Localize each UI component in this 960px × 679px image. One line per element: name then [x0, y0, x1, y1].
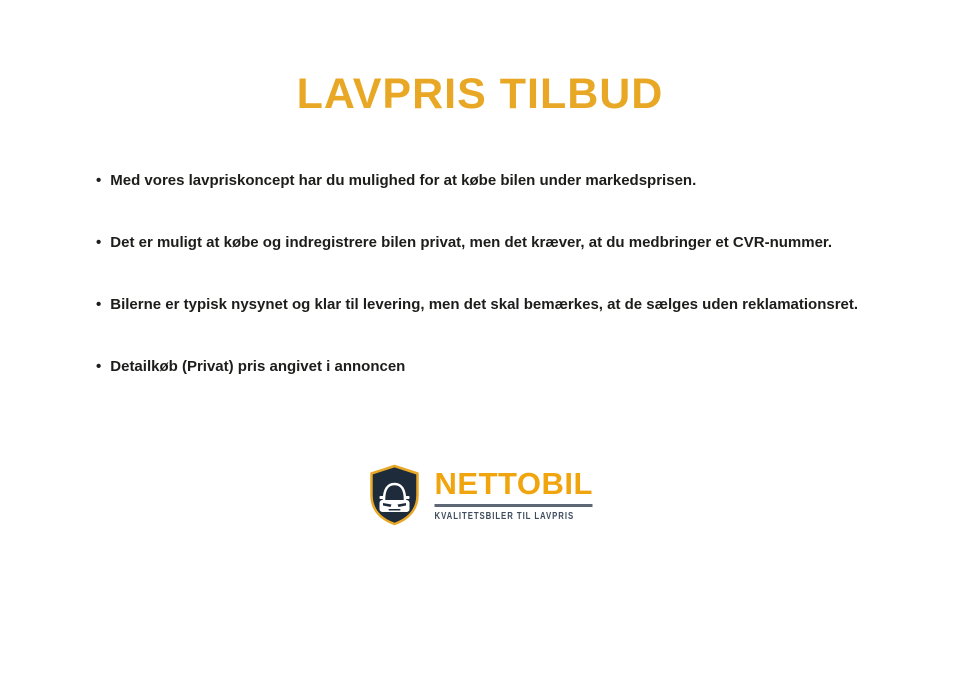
bullet-marker: • [96, 234, 102, 251]
list-item [96, 356, 930, 377]
bullet-text: Det er muligt at købe og indregistrere bilen privat, men det kræver, at du medbringer et CVR-nummer. [110, 234, 833, 251]
bullet-text: Med vores lavpriskoncept har du mulighed for at købe bilen under markedsprisen. [110, 172, 697, 189]
bullet-marker: • [96, 296, 102, 313]
brand-name: NETTOBIL [434, 465, 593, 501]
nettobil-logo [368, 462, 593, 528]
bullet-list [96, 170, 930, 418]
car-shield-icon [368, 462, 422, 528]
bullet-marker: • [96, 358, 102, 375]
bullet-text: Bilerne er typisk nysynet og klar til levering, men det skal bemærkes, at de sælges uden reklamationsret. [110, 296, 859, 313]
bullet-text: Detailkøb (Privat) pris angivet i annoncen [110, 358, 406, 375]
list-item [96, 294, 930, 315]
logo-divider [435, 504, 593, 507]
logo-text-block [434, 465, 593, 523]
list-item [96, 170, 930, 191]
brand-tagline: KVALITETSBILER TIL LAVPRIS [434, 511, 575, 523]
list-item [96, 232, 930, 253]
page-title: LAVPRIS TILBUD [296, 70, 664, 118]
bullet-marker: • [96, 172, 102, 189]
